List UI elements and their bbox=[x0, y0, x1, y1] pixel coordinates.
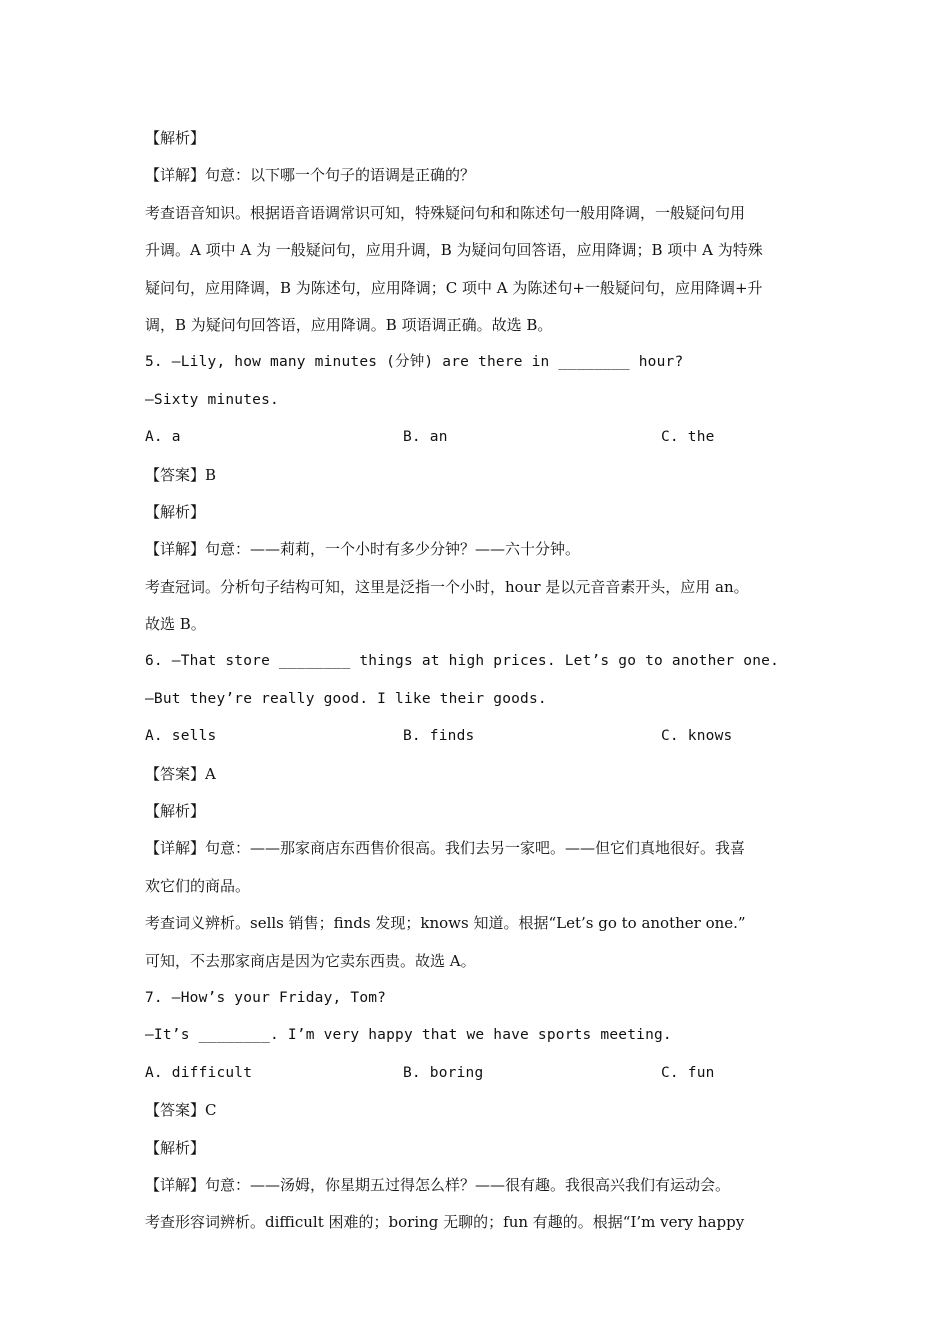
answer-options bbox=[145, 718, 825, 755]
answer-option: C. knows bbox=[661, 728, 733, 745]
question-line: 7. —How’s your Friday, Tom? bbox=[145, 989, 387, 1006]
text-line: 疑问句，应用降调，B 为陈述句，应用降调；C 项中 A 为陈述句+一般疑问句，应用降调+升 bbox=[145, 278, 763, 297]
text-line: 【解析】 bbox=[145, 802, 206, 821]
text-line: 【答案】C bbox=[145, 1101, 217, 1120]
document-page bbox=[145, 120, 825, 1242]
answer-option: B. boring bbox=[403, 1064, 484, 1081]
text-line: 【解析】 bbox=[145, 502, 206, 521]
answer-option: A. difficult bbox=[145, 1064, 253, 1081]
question-line: 6. —That store ________ things at high prices. Let’s go to another one. bbox=[145, 653, 780, 670]
question-line: —Sixty minutes. bbox=[145, 391, 279, 408]
text-line: 【解析】 bbox=[145, 1138, 206, 1157]
text-line: 【详解】句意：——那家商店东西售价很高。我们去另一家吧。——但它们真地很好。我喜 bbox=[145, 839, 746, 858]
answer-option: B. an bbox=[403, 429, 448, 446]
text-line: 【答案】A bbox=[145, 764, 216, 783]
answer-option: C. fun bbox=[661, 1064, 715, 1081]
answer-options bbox=[145, 419, 825, 456]
text-line: 故选 B。 bbox=[145, 615, 206, 634]
answer-option: A. a bbox=[145, 429, 181, 446]
answer-option: A. sells bbox=[145, 728, 217, 745]
answer-option: B. finds bbox=[403, 728, 475, 745]
text-line: 【详解】句意：——莉莉，一个小时有多少分钟？——六十分钟。 bbox=[145, 540, 581, 559]
text-line: 【详解】句意：——汤姆，你星期五过得怎么样？——很有趣。我很高兴我们有运动会。 bbox=[145, 1175, 731, 1194]
text-line: 【答案】B bbox=[145, 465, 217, 484]
answer-option: C. the bbox=[661, 429, 715, 446]
answer-options bbox=[145, 1055, 825, 1092]
text-line: 欢它们的商品。 bbox=[145, 876, 251, 895]
text-line: 【详解】句意：以下哪一个句子的语调是正确的？ bbox=[145, 166, 476, 185]
question-line: —It’s ________. I’m very happy that we have sports meeting. bbox=[145, 1027, 672, 1044]
text-line: 考查词义辨析。sells 销售；finds 发现；knows 知道。根据“Let’s go to another one.” bbox=[145, 914, 746, 933]
question-line: 5. —Lily, how many minutes (分钟) are there in ________ hour? bbox=[145, 354, 684, 371]
question-line: —But they’re really good. I like their goods. bbox=[145, 690, 547, 707]
text-line: 【解析】 bbox=[145, 129, 206, 147]
text-line: 考查冠词。分析句子结构可知，这里是泛指一个小时，hour 是以元音音素开头，应用 an。 bbox=[145, 577, 749, 596]
text-line: 升调。A 项中 A 为 一般疑问句，应用升调，B 为疑问句回答语，应用降调；B 项中 A 为特殊 bbox=[145, 241, 763, 260]
text-line: 考查语音知识。根据语音语调常识可知，特殊疑问句和和陈述句一般用降调，一般疑问句用 bbox=[145, 203, 746, 222]
text-line: 可知，不去那家商店是因为它卖东西贵。故选 A。 bbox=[145, 951, 476, 970]
text-line: 考查形容词辨析。difficult 困难的；boring 无聊的；fun 有趣的。根据“I’m very happy bbox=[145, 1213, 745, 1232]
text-line: 调，B 为疑问句回答语，应用降调。B 项语调正确。故选 B。 bbox=[145, 315, 553, 334]
